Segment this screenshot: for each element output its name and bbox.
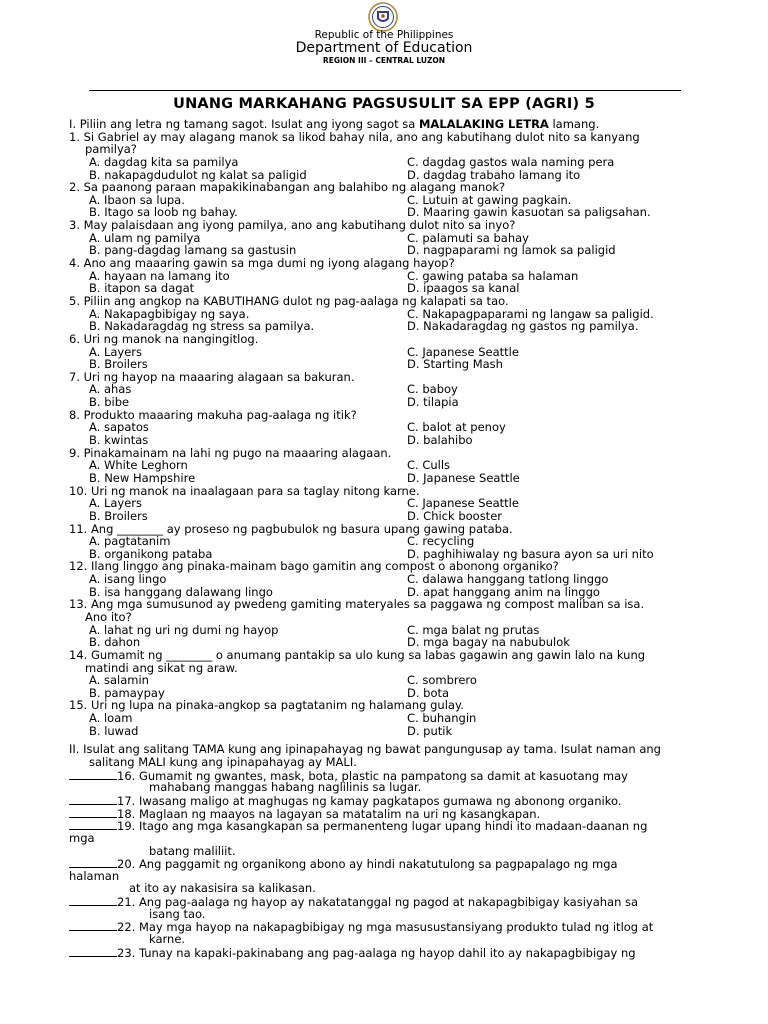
question-5: 5. Piliin ang angkop na KABUTIHANG dulot ng pag-aalaga ng kalapati sa tao. (69, 293, 509, 308)
statement-17 (69, 794, 729, 807)
option-d: D. nagpaparami ng lamok sa paligid (407, 243, 616, 258)
option-c: C. Japanese Seattle (407, 496, 519, 511)
question-8: 8. Produkto maaaring makuha pag-aalaga ng itik? (69, 407, 357, 422)
statement-20-cont: at ito ay nakasisira sa kalikasan. (129, 881, 316, 896)
statement-19-cont: batang maliliit. (149, 843, 236, 858)
option-b: B. organikong pataba (89, 546, 213, 561)
option-a: A. sapatos (89, 420, 149, 435)
answer-blank[interactable] (69, 857, 117, 868)
options-row (69, 624, 729, 637)
option-c: C. balot at penoy (407, 420, 506, 435)
option-a: A. loam (89, 711, 133, 726)
option-a: A. Ibaon sa lupa. (89, 192, 185, 207)
statement-text: 22. May mga hayop na nakapagbibigay ng mga masusustansiyang produkto tulad ng itlog at (117, 920, 654, 935)
option-b: B. Broilers (89, 357, 148, 372)
option-d: D. paghihiwalay ng basura ayon sa uri nito (407, 546, 654, 561)
statement-text: 21. Ang pag-aalaga ng hayop ay nakatatanggal ng pagod at nakapagbibigay kasiyahan sa (117, 895, 639, 910)
options-row (69, 244, 729, 257)
option-d: D. Maaring gawin kasuotan sa paligsahan. (407, 205, 651, 220)
option-d: D. apat hanggang anim na linggo (407, 584, 600, 599)
statement-21-cont: isang tao. (149, 906, 206, 921)
options-row (69, 535, 729, 548)
answer-blank[interactable] (69, 920, 117, 931)
answer-blank[interactable] (69, 794, 117, 805)
option-b: B. itapon sa dagat (89, 281, 195, 296)
option-c: C. buhangin (407, 711, 477, 726)
question-1-cont: pamilya? (85, 142, 137, 157)
options-row (69, 687, 729, 700)
option-c: C. gawing pataba sa halaman (407, 268, 579, 283)
instruction-text: I. Piliin ang letra ng tamang sagot. Isulat ang iyong sagot sa (69, 117, 419, 131)
options-row (69, 636, 729, 649)
region-label: REGION III – CENTRAL LUZON (322, 56, 446, 65)
option-a: A. White Leghorn (89, 458, 188, 473)
options-row (69, 320, 729, 333)
republic-label: Republic of the Philippines (314, 29, 454, 41)
department-label: Department of Education (295, 40, 473, 56)
options-row (69, 548, 729, 561)
option-a: A. pagtatanim (89, 534, 171, 549)
statement-20-wrap: halaman (69, 868, 120, 883)
option-b: B. bibe (89, 395, 130, 410)
option-c: C. sombrero (407, 673, 477, 688)
options-row (69, 156, 729, 169)
statement-23 (69, 946, 729, 959)
answer-blank[interactable] (69, 807, 117, 818)
options-row (69, 383, 729, 396)
question-15: 15. Uri ng lupa na pinaka-angkop sa pagtatanim ng halamang gulay. (69, 698, 464, 713)
option-c: C. mga balat ng prutas (407, 622, 540, 637)
question-7: 7. Uri ng hayop na maaaring alagaan sa bakuran. (69, 369, 355, 384)
option-d: D. putik (407, 723, 453, 738)
option-d: D. bota (407, 685, 450, 700)
option-b: B. New Hampshire (89, 470, 196, 485)
answer-blank[interactable] (69, 946, 117, 957)
options-row (69, 421, 729, 434)
question-14: 14. Gumamit ng ________ o anumang pantakip sa ulo kung sa labas gagawin ang gawin lalo na kung (69, 647, 646, 662)
option-b: B. kwintas (89, 433, 149, 448)
option-a: A. hayaan na lamang ito (89, 268, 230, 283)
option-b: B. nakapagdudulot ng kalat sa paligid (89, 167, 307, 182)
exam-title: UNANG MARKAHANG PAGSUSULIT SA EPP (AGRI) 5 (173, 96, 595, 112)
option-a: A. dagdag kita sa pamilya (89, 154, 239, 169)
statement-20 (69, 857, 729, 870)
options-row (69, 725, 729, 738)
deped-seal-icon (365, 2, 401, 32)
question-13: 13. Ang mga sumusunod ay pwedeng gamiting materyales sa paggawa ng compost maliban sa isa. (69, 597, 645, 612)
question-3: 3. May palaisdaan ang iyong pamilya, ano ang kabutihang dulot nito sa inyo? (69, 218, 516, 233)
statement-text: 20. Ang paggamit ng organikong abono ay hindi nakatutulong sa pagpapalago ng mga (117, 857, 618, 872)
statement-18 (69, 807, 729, 820)
option-d: D. mga bagay na nabubulok (407, 635, 570, 650)
option-a: A. ahas (89, 382, 132, 397)
option-b: B. luwad (89, 723, 139, 738)
options-row (69, 472, 729, 485)
option-a: A. isang lingo (89, 572, 167, 587)
option-d: D. Chick booster (407, 508, 502, 523)
instruction-text-end: lamang. (548, 117, 600, 131)
option-b: B. pang-dagdag lamang sa gastusin (89, 243, 297, 258)
instruction-emphasis: MALALAKING LETRA (418, 117, 549, 131)
question-10: 10. Uri ng manok na inaalagaan para sa taglay nitong karne. (69, 483, 420, 498)
options-row (69, 206, 729, 219)
options-row (69, 358, 729, 371)
question-11: 11. Ang ________ ay proseso ng pagbubulok ng basura upang gawing pataba. (69, 521, 513, 536)
part1-instruction (69, 118, 729, 131)
options-row (69, 346, 729, 359)
question-2: 2. Sa paanong paraan mapakikinabangan ang balahibo ng alagang manok? (69, 180, 506, 195)
options-row (69, 586, 729, 599)
options-row (69, 282, 729, 295)
statement-text: 18. Maglaan ng maayos na lagayan sa matatalim na uri ng kasangkapan. (117, 806, 541, 821)
statement-text: 17. Iwasang maligo at maghugas ng kamay pagkatapos gumawa ng abonong organiko. (117, 793, 622, 808)
option-b: B. Broilers (89, 508, 148, 523)
options-row (69, 497, 729, 510)
question-13-cont: Ano ito? (85, 609, 132, 624)
option-a: A. salamin (89, 673, 149, 688)
part2-instruction: II. Isulat ang salitang TAMA kung ang ipinapahayag ng bawat pangungusap ay tama. Isulat naman ang (69, 742, 661, 757)
option-c: C. dalawa hanggang tatlong linggo (407, 572, 609, 587)
option-a: A. Layers (89, 496, 143, 511)
options-row (69, 169, 729, 182)
answer-blank[interactable] (69, 895, 117, 906)
option-d: D. Japanese Seattle (407, 470, 520, 485)
option-b: B. Itago sa loob ng bahay. (89, 205, 238, 220)
exam-content (69, 118, 729, 958)
answer-blank[interactable] (69, 819, 117, 830)
option-c: C. Lutuin at gawing pagkain. (407, 192, 572, 207)
statement-16-cont: mahabang manggas habang naglilinis sa lugar. (149, 780, 422, 795)
option-d: D. dagdag trabaho lamang ito (407, 167, 581, 182)
part2-instruction-cont: salitang MALI kung ang ipinapahayag ay MALI. (89, 755, 357, 770)
option-c: C. Nakapagpaparami ng langaw sa paligid. (407, 306, 654, 321)
option-d: D. ipaagos sa kanal (407, 281, 520, 296)
statement-text: 19. Itago ang mga kasangkapan sa permanenteng lugar upang hindi ito madaan-daanan ng (117, 819, 648, 834)
option-c: C. baboy (407, 382, 458, 397)
question-6: 6. Uri ng manok na nangingitlog. (69, 331, 259, 346)
option-c: C. recycling (407, 534, 475, 549)
option-d: D. tilapia (407, 395, 459, 410)
option-b: B. isa hanggang dalawang lingo (89, 584, 273, 599)
option-b: B. dahon (89, 635, 141, 650)
options-row (69, 510, 729, 523)
statement-19 (69, 819, 729, 832)
statement-19-wrap: mga (69, 830, 95, 845)
answer-blank[interactable] (69, 769, 117, 780)
statement-text: 16. Gumamit ng gwantes, mask, bota, plastic na pampatong sa damit at kasuotang may (117, 768, 628, 783)
option-c: C. Japanese Seattle (407, 344, 519, 359)
statement-21 (69, 895, 729, 908)
option-a: A. Layers (89, 344, 143, 359)
option-d: D. balahibo (407, 433, 473, 448)
options-row (69, 434, 729, 447)
options-row (69, 396, 729, 409)
option-a: A. ulam ng pamilya (89, 230, 201, 245)
statement-text: 23. Tunay na kapaki-pakinabang ang pag-aalaga ng hayop dahil ito ay nakapagbibigay ng (117, 945, 636, 960)
options-row (69, 712, 729, 725)
question-14-cont: matindi ang sikat ng araw. (85, 660, 238, 675)
option-c: C. Culls (407, 458, 451, 473)
option-d: D. Nakadaragdag ng gastos ng pamilya. (407, 319, 639, 334)
option-b: B. pamaypay (89, 685, 165, 700)
option-c: C. palamuti sa bahay (407, 230, 529, 245)
question-4: 4. Ano ang maaaring gawin sa mga dumi ng iyong alagang hayop? (69, 256, 455, 271)
option-a: A. lahat ng uri ng dumi ng hayop (89, 622, 279, 637)
options-row (69, 573, 729, 586)
header-divider (89, 90, 681, 91)
option-a: A. Nakapagbibigay ng saya. (89, 306, 250, 321)
statement-22-cont: karne. (149, 932, 186, 946)
option-c: C. dagdag gastos wala naming pera (407, 154, 615, 169)
question-1: 1. Si Gabriel ay may alagang manok sa likod bahay nila, ano ang kabutihang dulot nito sa kanyang (69, 129, 640, 144)
question-9: 9. Pinakamainam na lahi ng pugo na maaaring alagaan. (69, 445, 392, 460)
options-row (69, 674, 729, 687)
option-b: B. Nakadaragdag ng stress sa pamilya. (89, 319, 315, 334)
option-d: D. Starting Mash (407, 357, 503, 372)
question-12: 12. Ilang linggo ang pinaka-mainam bago gamitin ang compost o abonong organiko? (69, 559, 559, 574)
